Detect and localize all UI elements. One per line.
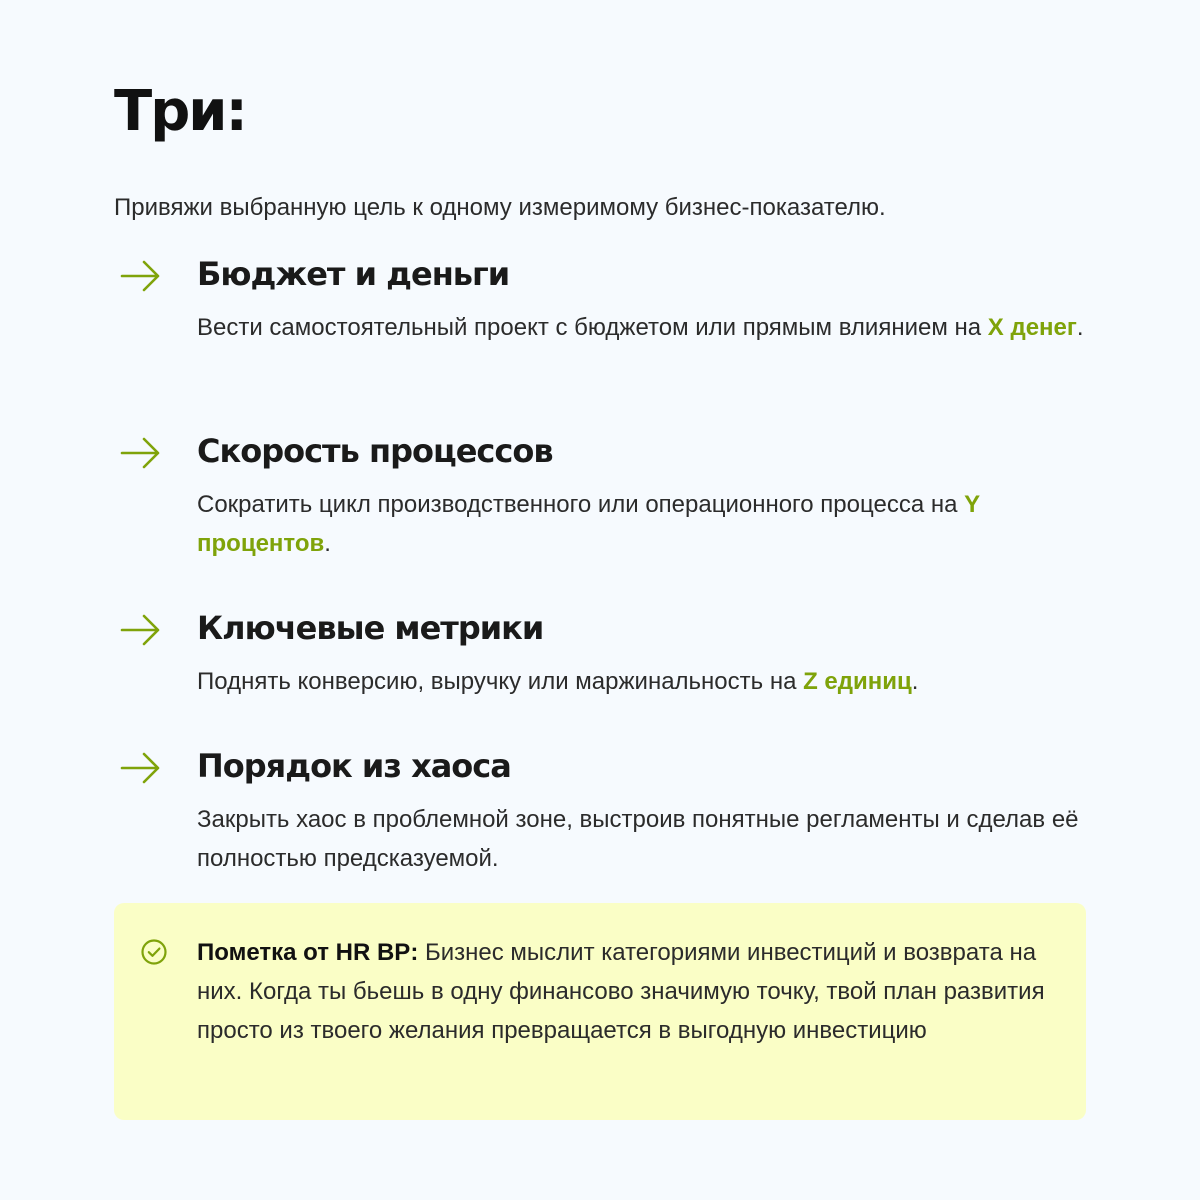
- item-title: Порядок из хаоса: [197, 747, 511, 785]
- item-description-text: Закрыть хаос в проблемной зоне, выстроив понятные регламенты и сделав её полностью предсказуемой.: [197, 806, 1079, 872]
- item-description-text: Сократить цикл производственного или операционного процесса на: [197, 491, 965, 518]
- arrow-right-icon: [118, 610, 164, 650]
- item-highlight: Y процентов: [197, 491, 980, 557]
- arrow-right-icon: [118, 256, 164, 296]
- note-text: [197, 933, 1057, 1050]
- item-highlight: Z единиц: [803, 668, 912, 695]
- check-circle-icon: [140, 938, 168, 966]
- item-highlight: X денег: [987, 314, 1077, 341]
- item-description: [197, 485, 1097, 563]
- item-title: Ключевые метрики: [197, 609, 544, 647]
- hr-note-callout: [114, 903, 1086, 1120]
- item-description: [197, 662, 1097, 701]
- item-description-text: Поднять конверсию, выручку или маржинальность на: [197, 668, 804, 695]
- item-description-end: .: [324, 530, 331, 557]
- note-label: Пометка от HR BP:: [197, 939, 419, 966]
- page-title: Три:: [114, 79, 246, 144]
- arrow-right-icon: [118, 748, 164, 788]
- item-description-end: .: [1076, 314, 1084, 341]
- item-description: [197, 308, 1097, 347]
- item-description-end: .: [911, 668, 919, 695]
- intro-text: Привяжи выбранную цель к одному измеримому бизнес-показателю.: [114, 194, 886, 221]
- item-description-text: Вести самостоятельный проект с бюджетом или прямым влиянием на: [197, 314, 988, 341]
- note-body: Бизнес мыслит категориями инвестиций и возврата на них. Когда ты бьешь в одну финансово значимую точку, твой план развития просто из твоего желания превращается в выгодную инвестицию: [197, 939, 1045, 1044]
- item-title: Бюджет и деньги: [197, 255, 510, 293]
- item-title: Скорость процессов: [197, 432, 553, 470]
- arrow-right-icon: [118, 433, 164, 473]
- item-description: [197, 800, 1097, 878]
